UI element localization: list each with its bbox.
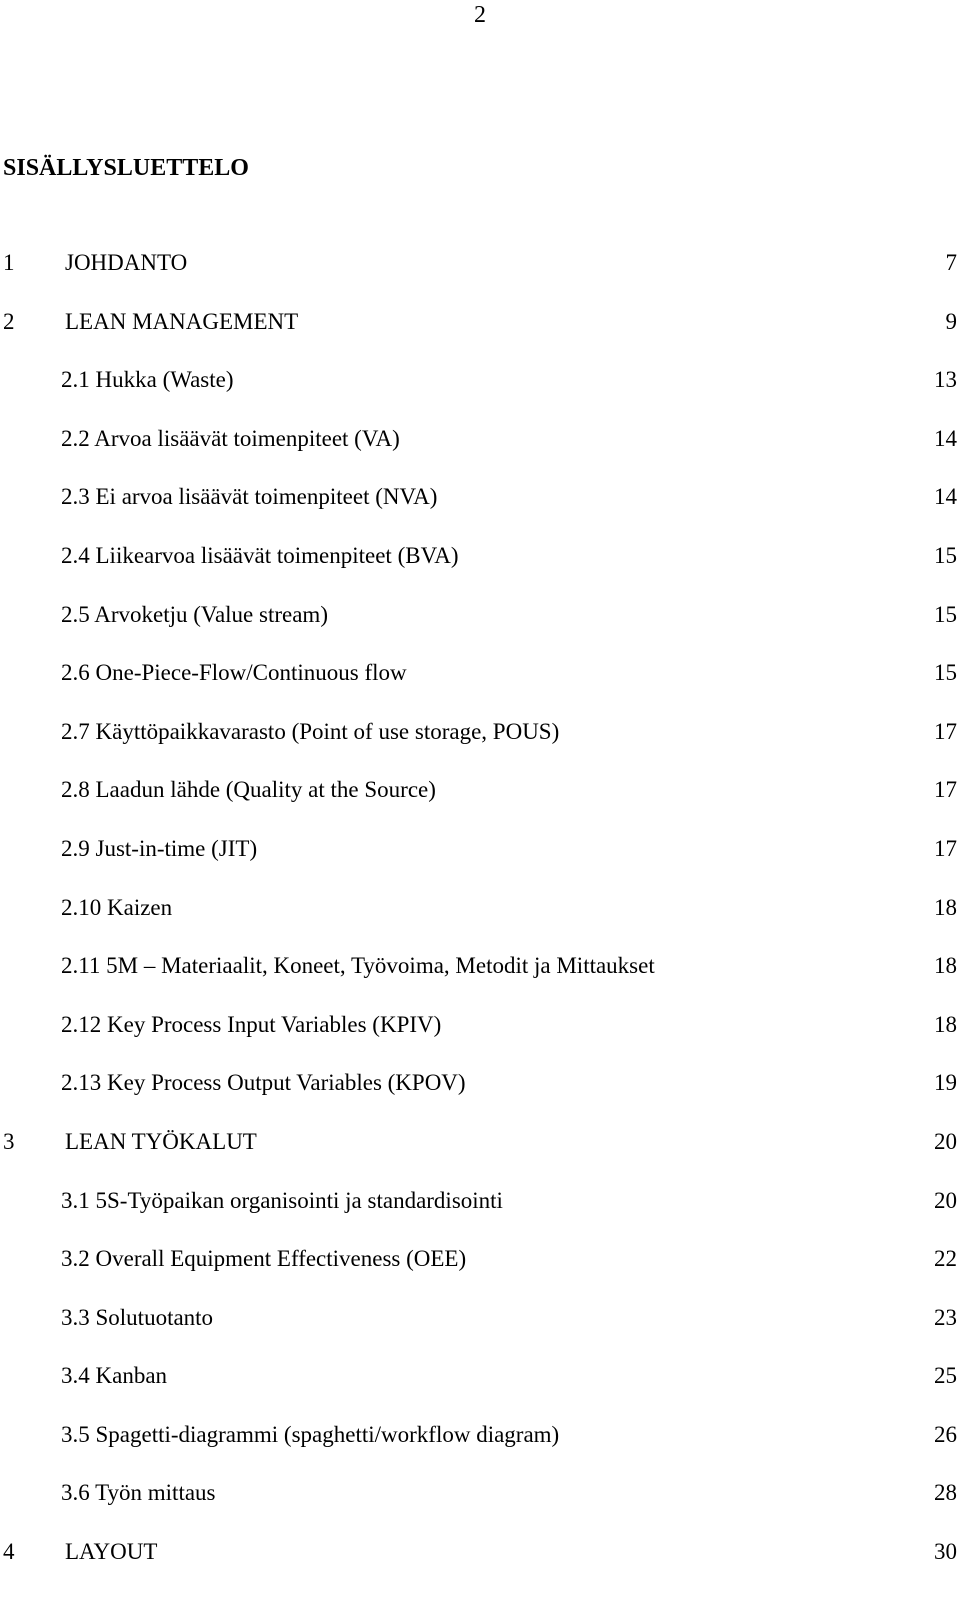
toc-entry-label: 3.6 Työn mittaus bbox=[61, 1480, 216, 1506]
toc-entry-label: 2.10 Kaizen bbox=[61, 894, 173, 920]
toc-entry bbox=[0, 484, 960, 543]
toc-entry bbox=[0, 1422, 960, 1481]
toc-entry-label: 2.5 Arvoketju (Value stream) bbox=[61, 601, 328, 627]
toc-entry bbox=[0, 895, 960, 954]
toc-entry-label: 2.6 One-Piece-Flow/Continuous flow bbox=[61, 660, 407, 686]
toc-entry-page: 17 bbox=[934, 718, 957, 744]
toc-entry-page: 28 bbox=[934, 1480, 957, 1506]
toc-entry-page: 17 bbox=[934, 835, 957, 861]
toc-title: SISÄLLYSLUETTELO bbox=[3, 155, 249, 181]
toc-entry-number: 2 bbox=[3, 308, 15, 334]
toc-entry-page: 20 bbox=[934, 1187, 957, 1213]
toc-entry-label: 2.2 Arvoa lisäävät toimenpiteet (VA) bbox=[61, 425, 400, 451]
toc-entry bbox=[0, 1539, 960, 1598]
toc-entry-page: 26 bbox=[934, 1421, 957, 1447]
toc-entry-page: 20 bbox=[934, 1128, 957, 1154]
toc-entry-number: 1 bbox=[3, 250, 15, 275]
toc-entry-page: 19 bbox=[934, 1070, 957, 1096]
toc-entry-label: 2.8 Laadun lähde (Quality at the Source) bbox=[61, 777, 436, 803]
toc-entry-page: 18 bbox=[934, 953, 957, 979]
toc-entry bbox=[0, 660, 960, 719]
toc-entry-page: 15 bbox=[934, 660, 957, 686]
toc-entry bbox=[0, 777, 960, 836]
toc-entry-page: 15 bbox=[934, 542, 957, 568]
toc-entry-page: 30 bbox=[934, 1539, 957, 1565]
toc-entry-page: 22 bbox=[934, 1246, 957, 1272]
toc-entry bbox=[0, 426, 960, 485]
toc-entry bbox=[0, 1070, 960, 1129]
toc-entry-number: 3 bbox=[3, 1128, 15, 1154]
toc-entry-label: JOHDANTO bbox=[65, 250, 188, 275]
toc-entry-label: 2.12 Key Process Input Variables (KPIV) bbox=[61, 1011, 442, 1037]
toc-entry-page: 14 bbox=[934, 425, 957, 451]
page-number: 2 bbox=[474, 2, 486, 28]
toc-entry bbox=[0, 250, 960, 309]
toc-entry-page: 18 bbox=[934, 1011, 957, 1037]
toc-entry-page: 25 bbox=[934, 1363, 957, 1389]
toc-entry-label: 3.4 Kanban bbox=[61, 1363, 168, 1389]
toc-entry-label: 3.2 Overall Equipment Effectiveness (OEE) bbox=[61, 1246, 467, 1272]
toc-entry-page: 17 bbox=[934, 777, 957, 803]
toc-entry-label: 3.3 Solutuotanto bbox=[61, 1304, 214, 1330]
toc-entry-label: LEAN TYÖKALUT bbox=[65, 1128, 257, 1154]
toc-entry-label: 2.7 Käyttöpaikkavarasto (Point of use storage, POUS) bbox=[61, 718, 560, 744]
toc-entry bbox=[0, 836, 960, 895]
toc-entry-label: 2.3 Ei arvoa lisäävät toimenpiteet (NVA) bbox=[61, 484, 438, 510]
toc-entry-label: LEAN MANAGEMENT bbox=[65, 308, 299, 334]
toc-entry bbox=[0, 1480, 960, 1539]
toc-entry-label: LAYOUT bbox=[65, 1539, 158, 1565]
toc-entry bbox=[0, 602, 960, 661]
toc-entry-label: 3.5 Spagetti-diagrammi (spaghetti/workflow diagram) bbox=[61, 1421, 560, 1447]
toc-entry bbox=[0, 1305, 960, 1364]
toc-entry bbox=[0, 1012, 960, 1071]
toc-entry-label: 2.11 5M – Materiaalit, Koneet, Työvoima, Metodit ja Mittaukset bbox=[61, 953, 655, 979]
toc-entry-page: 9 bbox=[945, 308, 957, 334]
toc-entry-page: 13 bbox=[934, 367, 957, 393]
toc-entry bbox=[0, 1363, 960, 1422]
toc-entry-label: 2.4 Liikearvoa lisäävät toimenpiteet (BVA) bbox=[61, 542, 459, 568]
toc-entry-label: 2.13 Key Process Output Variables (KPOV) bbox=[61, 1070, 466, 1096]
toc-entry-page: 7 bbox=[945, 250, 957, 275]
toc-entry bbox=[0, 367, 960, 426]
toc-entry bbox=[0, 719, 960, 778]
toc-entry bbox=[0, 1246, 960, 1305]
toc-entry-page: 14 bbox=[934, 484, 957, 510]
toc-entry bbox=[0, 543, 960, 602]
toc-entry-label: 3.1 5S-Työpaikan organisointi ja standardisointi bbox=[61, 1187, 503, 1213]
toc-entry-page: 15 bbox=[934, 601, 957, 627]
toc-entry bbox=[0, 309, 960, 368]
toc-entry-page: 23 bbox=[934, 1304, 957, 1330]
toc-entry-label: 2.9 Just-in-time (JIT) bbox=[61, 835, 258, 861]
toc-list bbox=[0, 250, 960, 1598]
toc-entry-page: 18 bbox=[934, 894, 957, 920]
toc-entry bbox=[0, 953, 960, 1012]
toc-entry-number: 4 bbox=[3, 1539, 15, 1565]
toc-entry bbox=[0, 1188, 960, 1247]
toc-entry-label: 2.1 Hukka (Waste) bbox=[61, 367, 234, 393]
toc-entry bbox=[0, 1129, 960, 1188]
